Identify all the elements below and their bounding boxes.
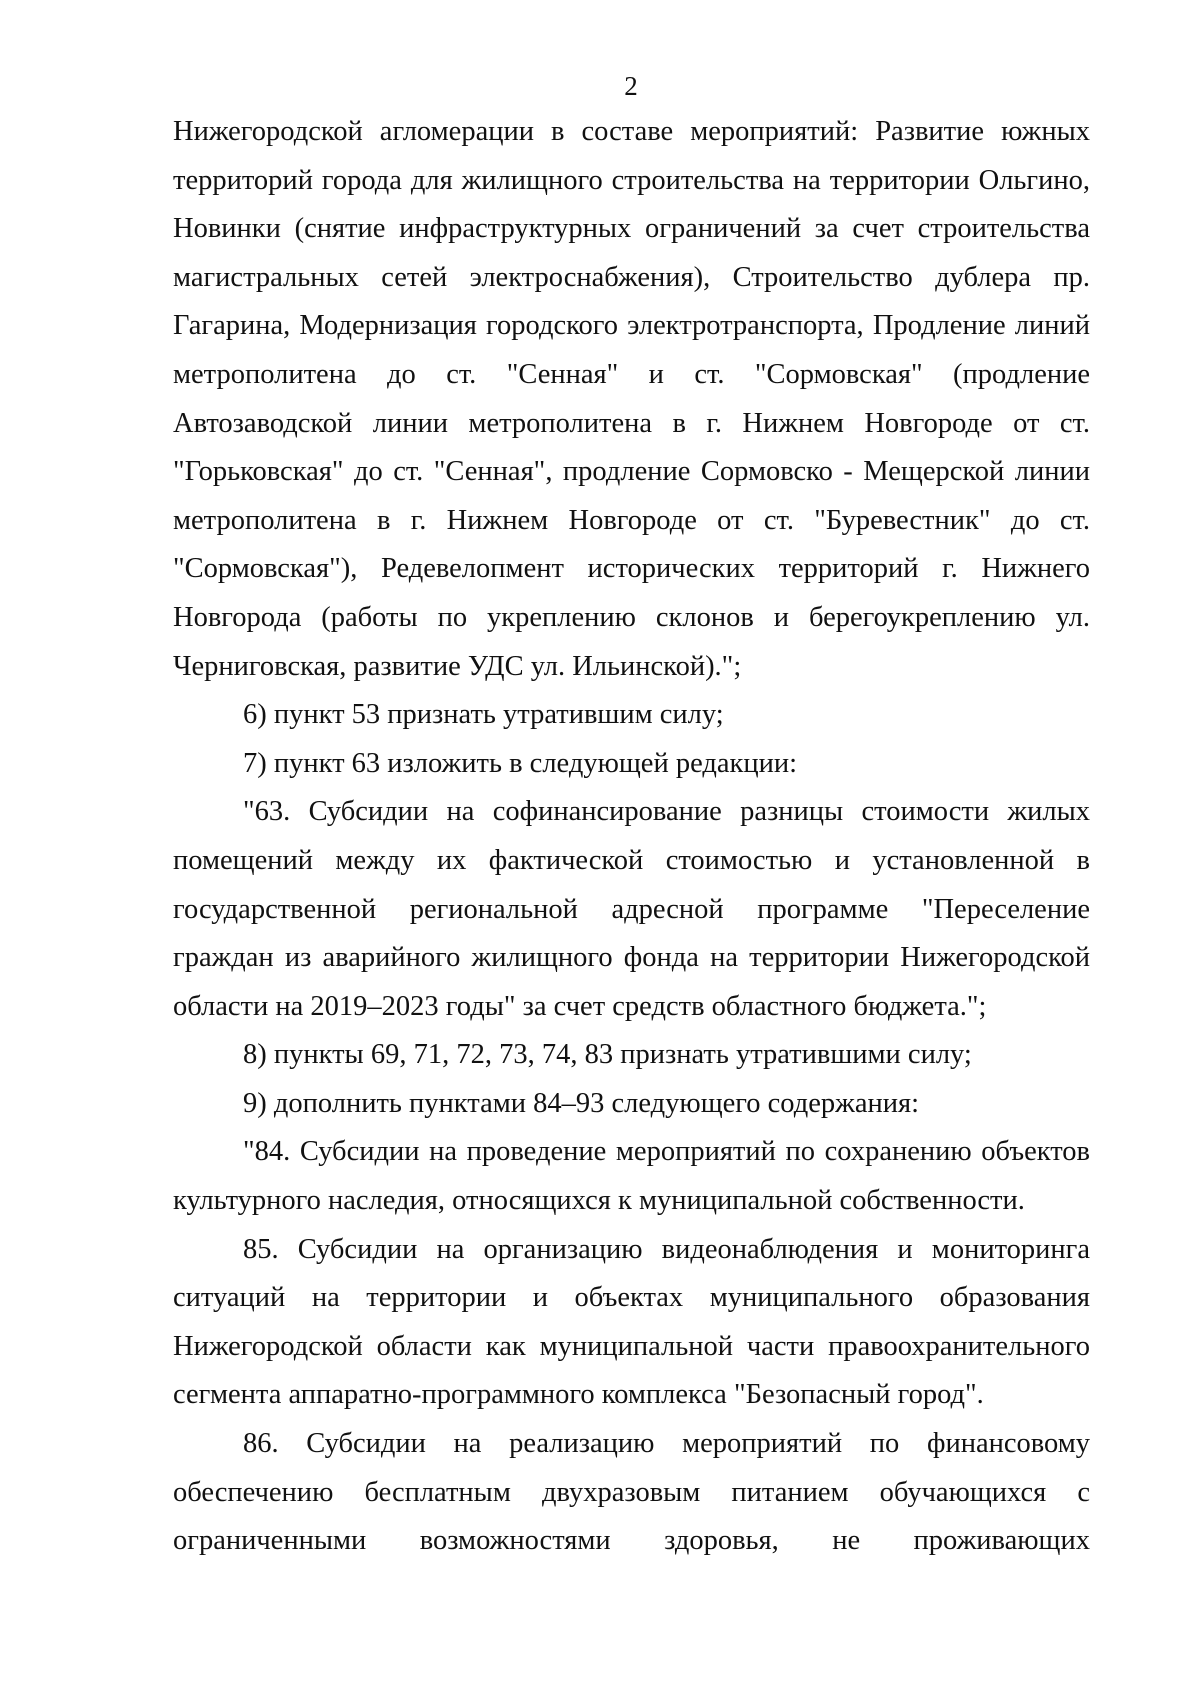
paragraph-point-85: 85. Субсидии на организацию видеонаблюдения и мониторинга ситуаций на территории и объектах муниципального образования Нижегородской области как муниципальной части правоохранительного сегмента аппаратно-программного комплекса "Безопасный город".	[173, 1233, 1090, 1411]
paragraph-item-9: 9) дополнить пунктами 84–93 следующего содержания:	[243, 1087, 919, 1119]
paragraph-item-8: 8) пункты 69, 71, 72, 73, 74, 83 признать утратившими силу;	[243, 1039, 972, 1071]
paragraph-item-7: 7) пункт 63 изложить в следующей редакции:	[243, 747, 798, 779]
paragraph-item-6: 6) пункт 53 признать утратившим силу;	[243, 699, 724, 731]
document-body	[173, 108, 1090, 1566]
paragraph-point-84: "84. Субсидии на проведение мероприятий по сохранению объектов культурного наследия, относящихся к муниципальной собственности.	[173, 1136, 1090, 1217]
paragraph-point-86: 86. Субсидии на реализацию мероприятий по финансовому обеспечению бесплатным двухразовым питанием обучающихся с ограниченными возможностями здоровья, не проживающих	[173, 1428, 1090, 1557]
paragraph-continuation: Нижегородской агломерации в составе мероприятий: Развитие южных территорий города для жилищного строительства на территории Ольгино, Новинки (снятие инфраструктурных ограничений за счет строительства магистральных сетей электроснабжения), Строительство дублера пр. Гагарина, Модернизация городского электротранспорта, Продление линий метрополитена до ст. "Сенная" и ст. "Сормовская" (продление Автозаводской линии метрополитена в г. Нижнем Новгороде от ст. "Горьковская" до ст. "Сенная", продление Сормовско - Мещерской линии метрополитена в г. Нижнем Новгороде от ст. "Буревестник" до ст. "Сормовская"), Редевелопмент исторических территорий г. Нижнего Новгорода (работы по укреплению склонов и берегоукреплению ул. Черниговская, развитие УДС ул. Ильинской).";	[173, 116, 1090, 682]
page-number: 2	[624, 71, 638, 101]
paragraph-point-63: "63. Субсидии на софинансирование разницы стоимости жилых помещений между их фактической стоимостью и установленной в государственной региональной адресной программе "Переселение граждан из аварийного жилищного фонда на территории Нижегородской области на 2019–2023 годы" за счет средств областного бюджета.";	[173, 796, 1090, 1022]
